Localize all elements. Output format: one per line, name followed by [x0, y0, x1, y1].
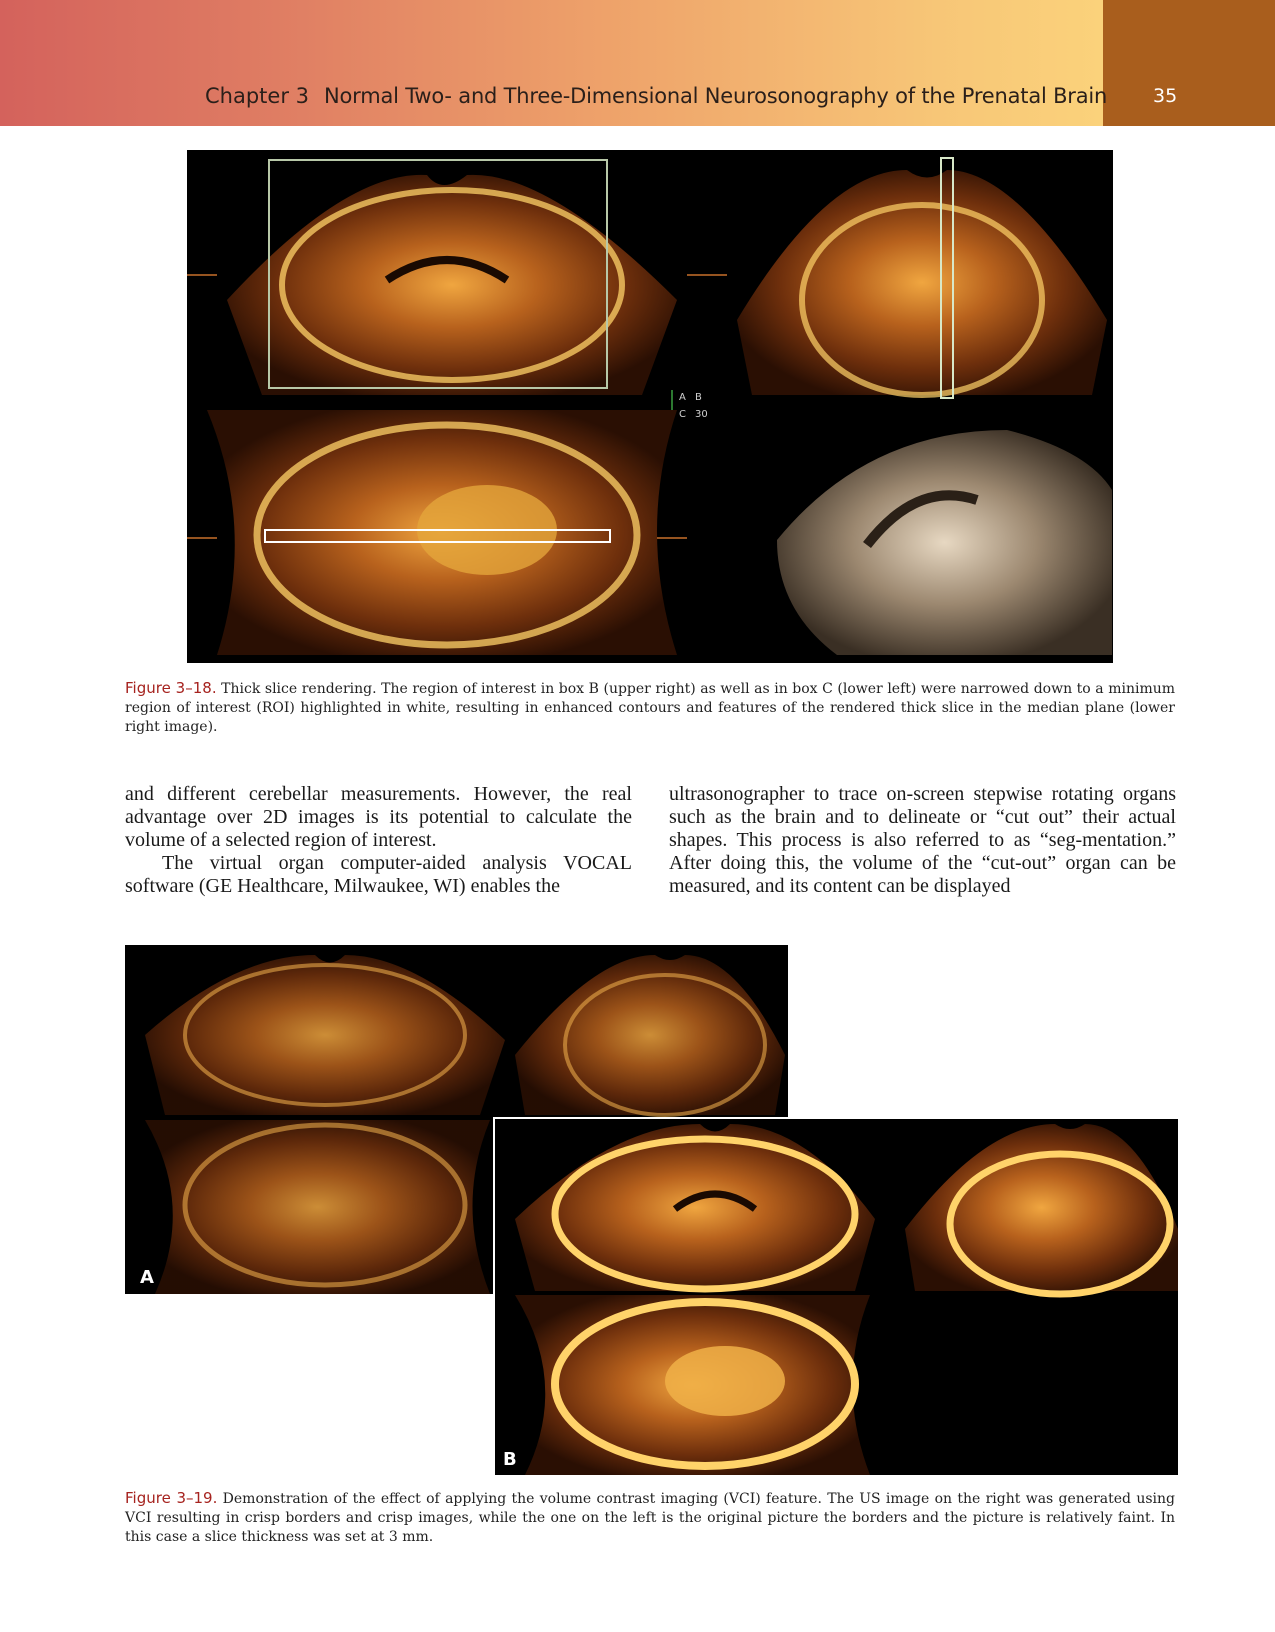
body-left-paragraph-1: and different cerebellar measurements. However, the real advantage over 2D images is its potential to calculate the volume of a selected region of interest.: [125, 783, 632, 851]
chapter-title: Normal Two- and Three-Dimensional Neurosonography of the Prenatal Brain: [324, 84, 1108, 108]
body-left-paragraph-2: The virtual organ computer-aided analysis VOCAL software (GE Healthcare, Milwaukee, WI) enables the: [125, 852, 632, 897]
panel-a-letter: A: [140, 1267, 154, 1288]
figure-3-18-ultrasound-composite: [187, 150, 1113, 663]
sagittal-view-panel: [227, 175, 677, 395]
page-number: 35: [1153, 85, 1178, 107]
figure-3-19-caption-text: Demonstration of the effect of applying the volume contrast imaging (VCI) feature. The US image on the right was generated using VCI resulting in crisp borders and crisp images, while the one on the left is the original picture the borders and the picture is relatively faint. In this case a slice thickness was set at 3 mm.: [125, 1491, 1175, 1545]
figure-3-18-image: [187, 150, 1113, 663]
view-label-b: B: [695, 392, 702, 403]
chapter-label: Chapter 3: [205, 84, 309, 108]
figure-3-18-caption: [125, 679, 1175, 737]
view-label-a: A: [679, 392, 686, 403]
view-label-value: 30: [695, 409, 708, 420]
view-label-c: C: [679, 409, 686, 420]
panel-b-ultrasound-composite: [495, 1119, 1178, 1475]
figure-3-18-label: Figure 3–18.: [125, 679, 217, 697]
rendered-thick-slice-panel: [777, 430, 1112, 655]
figure-3-19-caption: [125, 1489, 1175, 1547]
figure-3-19-label: Figure 3–19.: [125, 1489, 218, 1507]
figure-3-19-panel-b: [493, 1117, 1178, 1475]
figure-3-18-caption-text: Thick slice rendering. The region of interest in box B (upper right) as well as in box C (lower left) were narrowed down to a minimum region of interest (ROI) highlighted in white, resulting in enhanced contours and features of the rendered thick slice in the median plane (lower right image).: [125, 681, 1176, 735]
page-header: [0, 0, 1275, 126]
body-right-paragraph: ultrasonographer to trace on-screen stepwise rotating organs such as the brain and to delineate or “cut out” their actual shapes. This process is also referred to as “seg-mentation.” After doing this, the volume of the “cut-out” organ can be measured, and its content can be displayed: [669, 783, 1176, 897]
body-left-column: [125, 783, 632, 898]
page-number-box: [1103, 0, 1275, 126]
body-right-column: [669, 783, 1176, 898]
panel-b-letter: B: [503, 1449, 517, 1470]
